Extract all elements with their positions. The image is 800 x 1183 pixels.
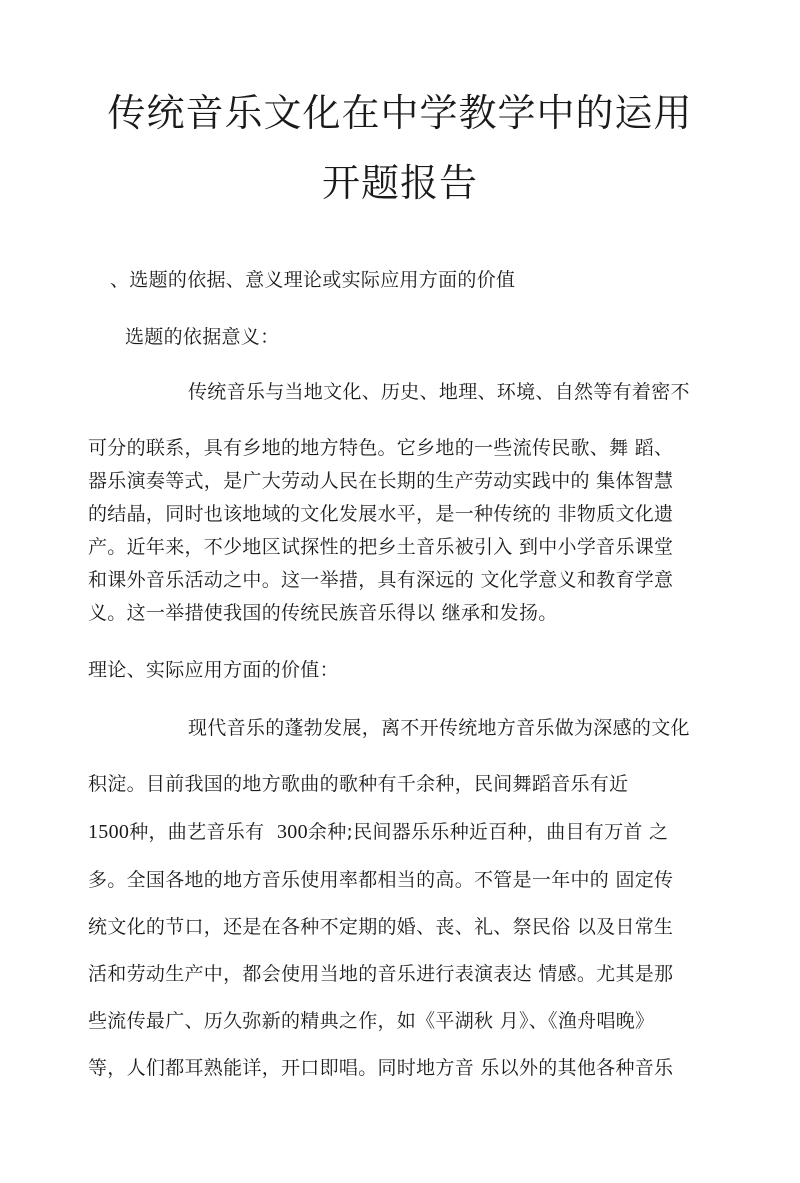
paragraph-line: 的结晶，同时也该地域的文化发展水平，是一种传统的 非物质文化遗 <box>88 503 674 525</box>
paragraph-line: 产。近年来，不少地区试探性的把乡土音乐被引入 到中小学音乐课堂 <box>88 536 674 558</box>
paragraph-line: 等，人们都耳熟能详，开口即唱。同时地方音 乐以外的其他各种音乐 <box>88 1057 674 1079</box>
number-300: 300 <box>277 821 308 843</box>
paragraph-line: 义。这一举措使我国的传统民族音乐得以 继承和发扬。 <box>88 602 558 624</box>
paragraph-line: 活和劳动生产中，都会使用当地的音乐进行表演表达 情感。尤其是那 <box>88 963 674 985</box>
section-heading-value: 理论、实际应用方面的价值： <box>88 659 339 681</box>
paragraph-line: 和课外音乐活动之中。这一举措，具有深远的 文化学意义和教育学意 <box>88 569 674 591</box>
paragraph-line: 些流传最广、历久弥新的精典之作，如《平湖秋 月》、《渔舟唱晚》 <box>88 1010 655 1032</box>
paragraph-line: 传统音乐与当地文化、历史、地理、环境、自然等有着密不 <box>188 381 690 403</box>
section-heading-basis: 、选题的依据、意义理论或实际应用方面的价值 <box>110 269 516 291</box>
text-segment: 种，曲艺音乐有 <box>129 821 265 843</box>
number-1500: 1500 <box>88 821 130 843</box>
text-segment: 余种;民间器乐乐种近百种，曲目有万首 之 <box>307 821 669 843</box>
paragraph-line: 多。全国各地的地方音乐使用率都相当的高。不管是一年中的 固定传 <box>88 869 674 891</box>
document-title-line-2: 开题报告 <box>321 161 478 205</box>
document-title-line-1: 传统音乐文化在中学教学中的运用 <box>107 91 693 135</box>
paragraph-line: 可分的联系，具有乡地的地方特色。它乡地的一些流传民歌、舞 蹈、 <box>88 437 674 459</box>
paragraph-line: 现代音乐的蓬勃发展，离不开传统地方音乐做为深感的文化 <box>188 717 690 739</box>
paragraph-line: 统文化的节口，还是在各种不定期的婚、丧、礼、祭民俗 以及日常生 <box>88 916 674 938</box>
subheading-basis-meaning: 选题的依据意义： <box>125 326 280 348</box>
paragraph-line: 积淀。目前我国的地方歌曲的歌种有千余种，民间舞蹈音乐有近 <box>88 773 629 795</box>
paragraph-line-with-numbers <box>88 818 668 846</box>
paragraph-line: 器乐演奏等式，是广大劳动人民在长期的生产劳动实践中的 集体智慧 <box>88 470 674 492</box>
